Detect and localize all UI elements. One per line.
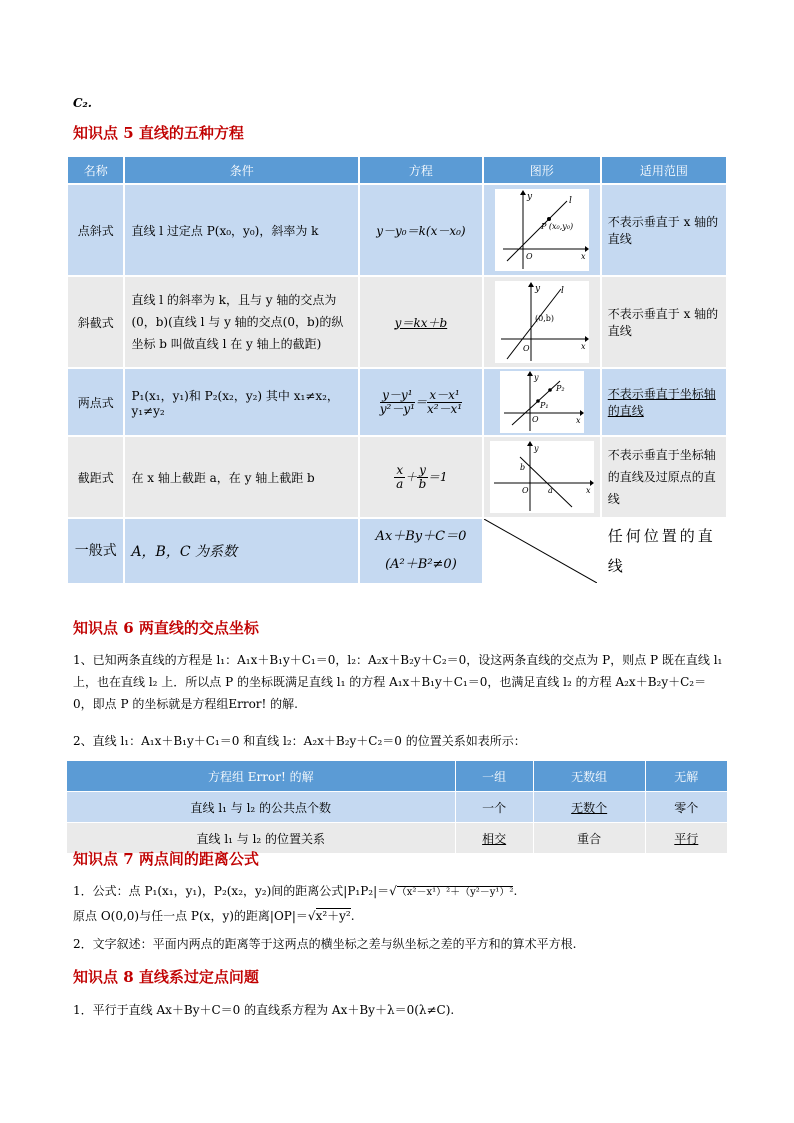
- cell: 直线 l₁ 与 l₂ 的公共点个数: [67, 792, 456, 823]
- row-scope: 任何位置的直线: [601, 518, 727, 584]
- eq-plus: ＋: [405, 469, 418, 484]
- row-equation: [359, 518, 483, 584]
- graph-label: x: [585, 486, 591, 495]
- header-scope: 适用范围: [601, 156, 727, 184]
- eq-denominator: a: [396, 476, 404, 491]
- row-name: 斜截式: [67, 276, 124, 368]
- eq-denominator: b: [418, 476, 427, 491]
- eq-line-2: (A²＋B²≠0): [385, 557, 457, 572]
- point-slope-graph: [495, 189, 589, 271]
- row-equation: [359, 436, 483, 518]
- eq-equals: ＝: [414, 394, 427, 409]
- eq-denominator: y²－y¹: [379, 401, 415, 416]
- fragment-text: C₂.: [73, 96, 92, 110]
- distance-radicand: （x²－x¹）²＋（y²－y¹）²: [396, 887, 514, 898]
- graph-label: a: [547, 486, 553, 495]
- relation-table: [66, 760, 728, 854]
- graph-label: y: [526, 192, 532, 202]
- row-scope: 不表示垂直于坐标轴的直线及过原点的直线: [601, 436, 727, 518]
- graph-label: O: [522, 344, 530, 353]
- graph-label: b: [519, 463, 525, 472]
- graph-label: O: [521, 486, 529, 495]
- row-equation: [359, 368, 483, 436]
- section-6-paragraph-1: 1、已知两条直线的方程是 l₁：A₁x＋B₁y＋C₁＝0，l₂：A₂x＋B₂y＋C₂＝0，设这两条直线的交点为 P，则点 P 既在直线 l₁ 上，也在直线 l₂ 上．所以点 P 的坐标既满足直线 l₁ 的方程 A₁x＋B₁y＋C₁＝0，也满足直线 l₂ 的方程 A₂x＋B₂y＋C₂＝0，即点 P 的坐标就是方程组Error! 的解.: [73, 653, 723, 711]
- graph-label: O: [525, 252, 533, 261]
- eq-numerator: x－x¹: [427, 389, 462, 403]
- eq-numerator: x: [396, 462, 404, 477]
- eq-tail: ＝1: [427, 469, 448, 484]
- section-7-paragraph-1: [73, 880, 723, 904]
- graph-label: y: [533, 373, 539, 382]
- graph-label: x: [575, 416, 581, 425]
- section-5-heading: 知识点 5 直线的五种方程: [73, 124, 244, 142]
- table-row: [67, 792, 728, 823]
- table-row: [67, 368, 727, 436]
- row-scope: 不表示垂直于 x 轴的直线: [601, 276, 727, 368]
- row-name: 截距式: [67, 436, 124, 518]
- row-figure: [483, 436, 601, 518]
- graph-label: y: [533, 444, 539, 453]
- row-equation: y＝kx＋b: [394, 315, 448, 330]
- header-equation: 方程: [359, 156, 483, 184]
- table-row: [67, 761, 728, 792]
- row-name: 两点式: [67, 368, 124, 436]
- row-figure: [483, 368, 601, 436]
- cell: 一组: [455, 761, 533, 792]
- section-7-heading: 知识点 7 两点间的距离公式: [73, 850, 259, 868]
- diagonal-slash: [484, 519, 597, 583]
- section-6-paragraph-2: 2、直线 l₁：A₁x＋B₁y＋C₁＝0 和直线 l₂：A₂x＋B₂y＋C₂＝0 的位置关系如表所示：: [73, 734, 526, 748]
- graph-label: P (x₀,y₀): [540, 222, 573, 231]
- graph-label: l: [568, 196, 572, 206]
- eq-line-1: Ax＋By＋C＝0: [375, 529, 467, 544]
- row-equation: y－y₀＝k(x－x₀): [359, 184, 483, 276]
- row-condition: P₁(x₁，y₁)和 P₂(x₂，y₂) 其中 x₁≠x₂，y₁≠y₂: [124, 368, 359, 436]
- sqrt-sign: √: [389, 884, 397, 898]
- section-6-heading: 知识点 6 两直线的交点坐标: [73, 619, 259, 637]
- cell: 相交: [482, 831, 507, 846]
- origin-radicand: x²＋y²: [315, 909, 351, 923]
- row-condition: 直线 l 过定点 P(x₀，y₀)，斜率为 k: [124, 184, 359, 276]
- two-point-graph: [500, 371, 584, 433]
- section-7-paragraph-2: [73, 905, 723, 927]
- header-name: 名称: [67, 156, 124, 184]
- origin-distance-text: 原点 O(0,0)与任一点 P(x，y)的距离|OP|＝: [73, 909, 308, 923]
- cell: 重合: [533, 823, 645, 854]
- graph-label: l: [560, 286, 564, 296]
- row-name: 点斜式: [67, 184, 124, 276]
- cell: 直线 l₁ 与 l₂ 的位置关系: [67, 823, 456, 854]
- eq-numerator: y: [419, 462, 426, 477]
- row-condition: 直线 l 的斜率为 k，且与 y 轴的交点为(0，b)(直线 l 与 y 轴的交点(0，b)的纵坐标 b 叫做直线 l 在 y 轴上的截距): [124, 276, 359, 368]
- cell: 无数组: [533, 761, 645, 792]
- graph-label: (0,b): [534, 314, 554, 323]
- eq-denominator: x²－x¹: [426, 401, 463, 416]
- graph-label: P₁: [539, 401, 549, 410]
- header-condition: 条件: [124, 156, 359, 184]
- cell: 无解: [645, 761, 727, 792]
- section-8-heading: 知识点 8 直线系过定点问题: [73, 968, 259, 986]
- period: .: [350, 909, 355, 923]
- table-row: [67, 518, 727, 584]
- cell: 方程组 Error! 的解: [67, 761, 456, 792]
- row-figure: [483, 276, 601, 368]
- table-row: [67, 276, 727, 368]
- graph-label: P₂: [555, 384, 565, 393]
- table-row: [67, 436, 727, 518]
- row-figure-empty: [483, 518, 601, 584]
- distance-formula-text: 1．公式：点 P₁(x₁，y₁)，P₂(x₂，y₂)间的距离公式|P₁P₂|＝: [73, 884, 390, 898]
- graph-label: y: [534, 284, 540, 294]
- section-8-paragraph-1: 1．平行于直线 Ax＋By＋C＝0 的直线系方程为 Ax＋By＋λ＝0(λ≠C).: [73, 1003, 455, 1017]
- period: .: [513, 884, 518, 898]
- sqrt-sign: √: [307, 909, 316, 923]
- row-name: 一般式: [67, 518, 124, 584]
- cell: 无数个: [571, 800, 608, 815]
- row-condition: 在 x 轴上截距 a，在 y 轴上截距 b: [124, 436, 359, 518]
- row-figure: [483, 184, 601, 276]
- graph-label: x: [580, 342, 586, 351]
- cell: 平行: [674, 831, 699, 846]
- graph-label: x: [580, 252, 586, 261]
- row-scope: [601, 368, 727, 436]
- table-row: [67, 184, 727, 276]
- cell: 一个: [455, 792, 533, 823]
- row-scope-text: 不表示垂直于坐标轴的直线: [607, 387, 716, 418]
- table-header-row: [67, 156, 727, 184]
- five-equations-table: [66, 155, 728, 585]
- row-condition: A，B，C 为系数: [124, 518, 359, 584]
- header-figure: 图形: [483, 156, 601, 184]
- section-7-paragraph-3: 2．文字叙述：平面内两点的距离等于这两点的横坐标之差与纵坐标之差的平方和的算术平方根.: [73, 937, 577, 951]
- cell: 零个: [645, 792, 727, 823]
- row-scope: 不表示垂直于 x 轴的直线: [601, 184, 727, 276]
- eq-numerator: y－y¹: [380, 389, 415, 403]
- intercept-graph: [490, 441, 594, 513]
- graph-label: O: [531, 415, 539, 424]
- slope-intercept-graph: [495, 281, 589, 363]
